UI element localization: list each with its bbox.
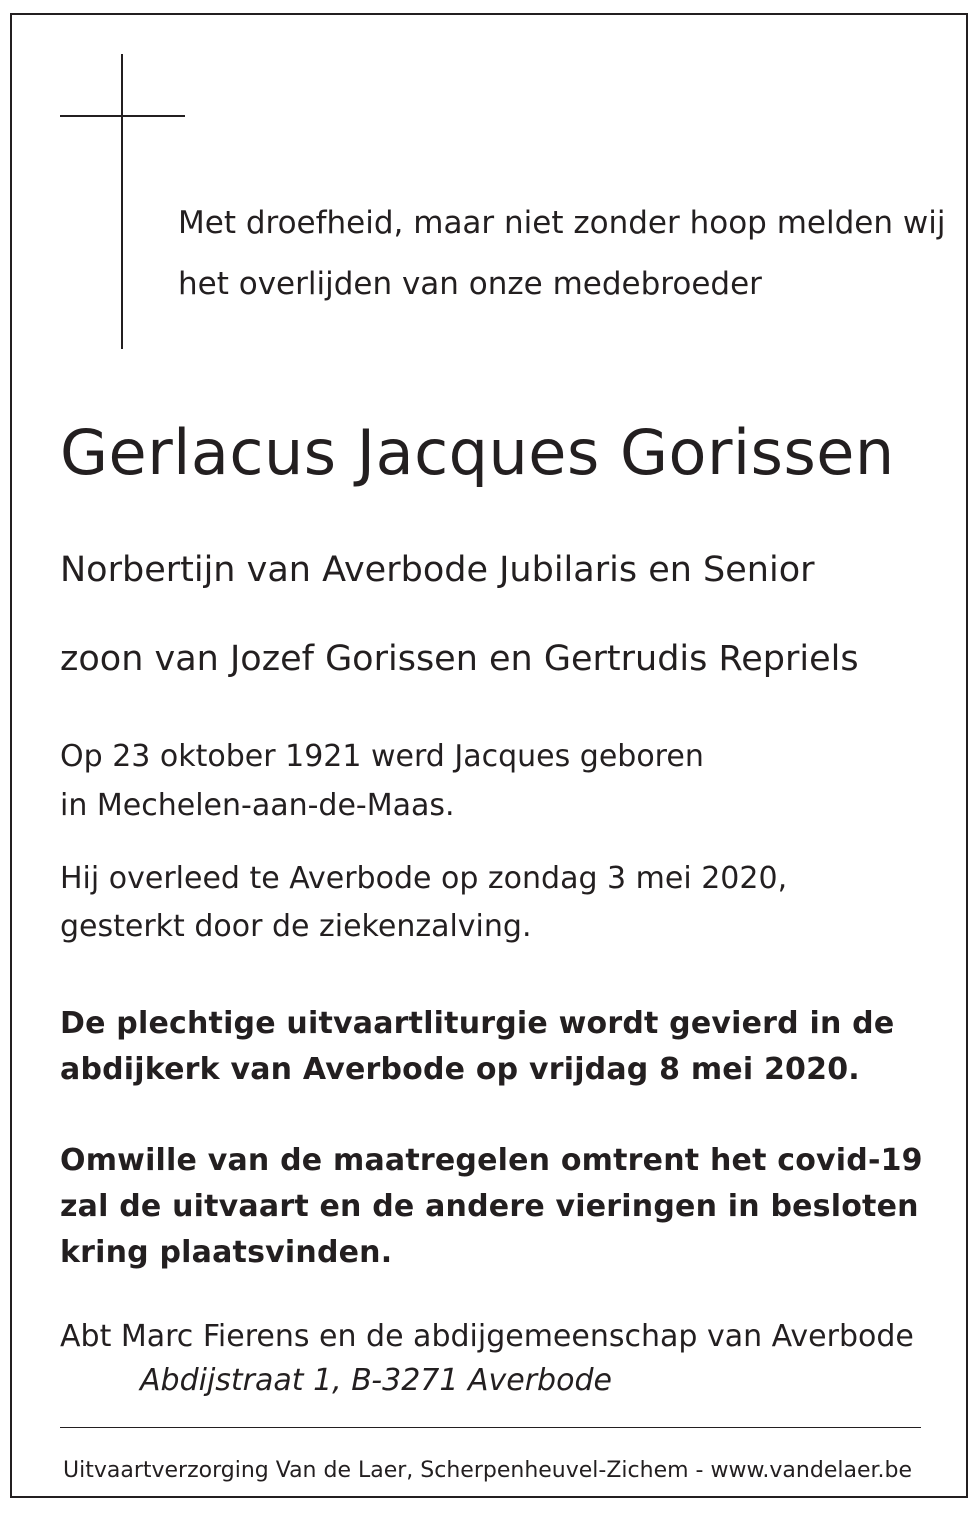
intro-line-1: Met droefheid, maar niet zonder hoop melden wij bbox=[178, 205, 946, 241]
subtitle-line-2: zoon van Jozef Gorissen en Gertrudis Repriels bbox=[60, 639, 859, 679]
covid-line-1: Omwille van de maatregelen omtrent het covid-19 bbox=[60, 1143, 923, 1178]
death-line-2: gesterkt door de ziekenzalving. bbox=[60, 909, 532, 944]
cross-icon-horizontal bbox=[60, 115, 185, 117]
signatory: Abt Marc Fierens en de abdijgemeenschap van Averbode bbox=[60, 1319, 914, 1354]
covid-line-3: kring plaatsvinden. bbox=[60, 1235, 393, 1270]
birth-line-1: Op 23 oktober 1921 werd Jacques geboren bbox=[60, 739, 704, 774]
covid-line-2: zal de uitvaart en de andere vieringen in besloten bbox=[60, 1189, 919, 1224]
intro-line-2: het overlijden van onze medebroeder bbox=[178, 266, 762, 302]
subtitle-line-1: Norbertijn van Averbode Jubilaris en Senior bbox=[60, 550, 815, 590]
death-line-1: Hij overleed te Averbode op zondag 3 mei 2020, bbox=[60, 861, 788, 896]
footer-divider bbox=[60, 1427, 921, 1428]
address: Abdijstraat 1, B-3271 Averbode bbox=[140, 1363, 612, 1398]
cross-icon-vertical bbox=[121, 54, 123, 349]
footer-text: Uitvaartverzorging Van de Laer, Scherpenheuvel-Zichem - www.vandelaer.be bbox=[63, 1458, 913, 1483]
ceremony-line-1: De plechtige uitvaartliturgie wordt gevierd in de bbox=[60, 1006, 895, 1041]
birth-line-2: in Mechelen-aan-de-Maas. bbox=[60, 788, 455, 823]
ceremony-line-2: abdijkerk van Averbode op vrijdag 8 mei 2020. bbox=[60, 1052, 860, 1087]
deceased-name: Gerlacus Jacques Gorissen bbox=[60, 416, 895, 489]
